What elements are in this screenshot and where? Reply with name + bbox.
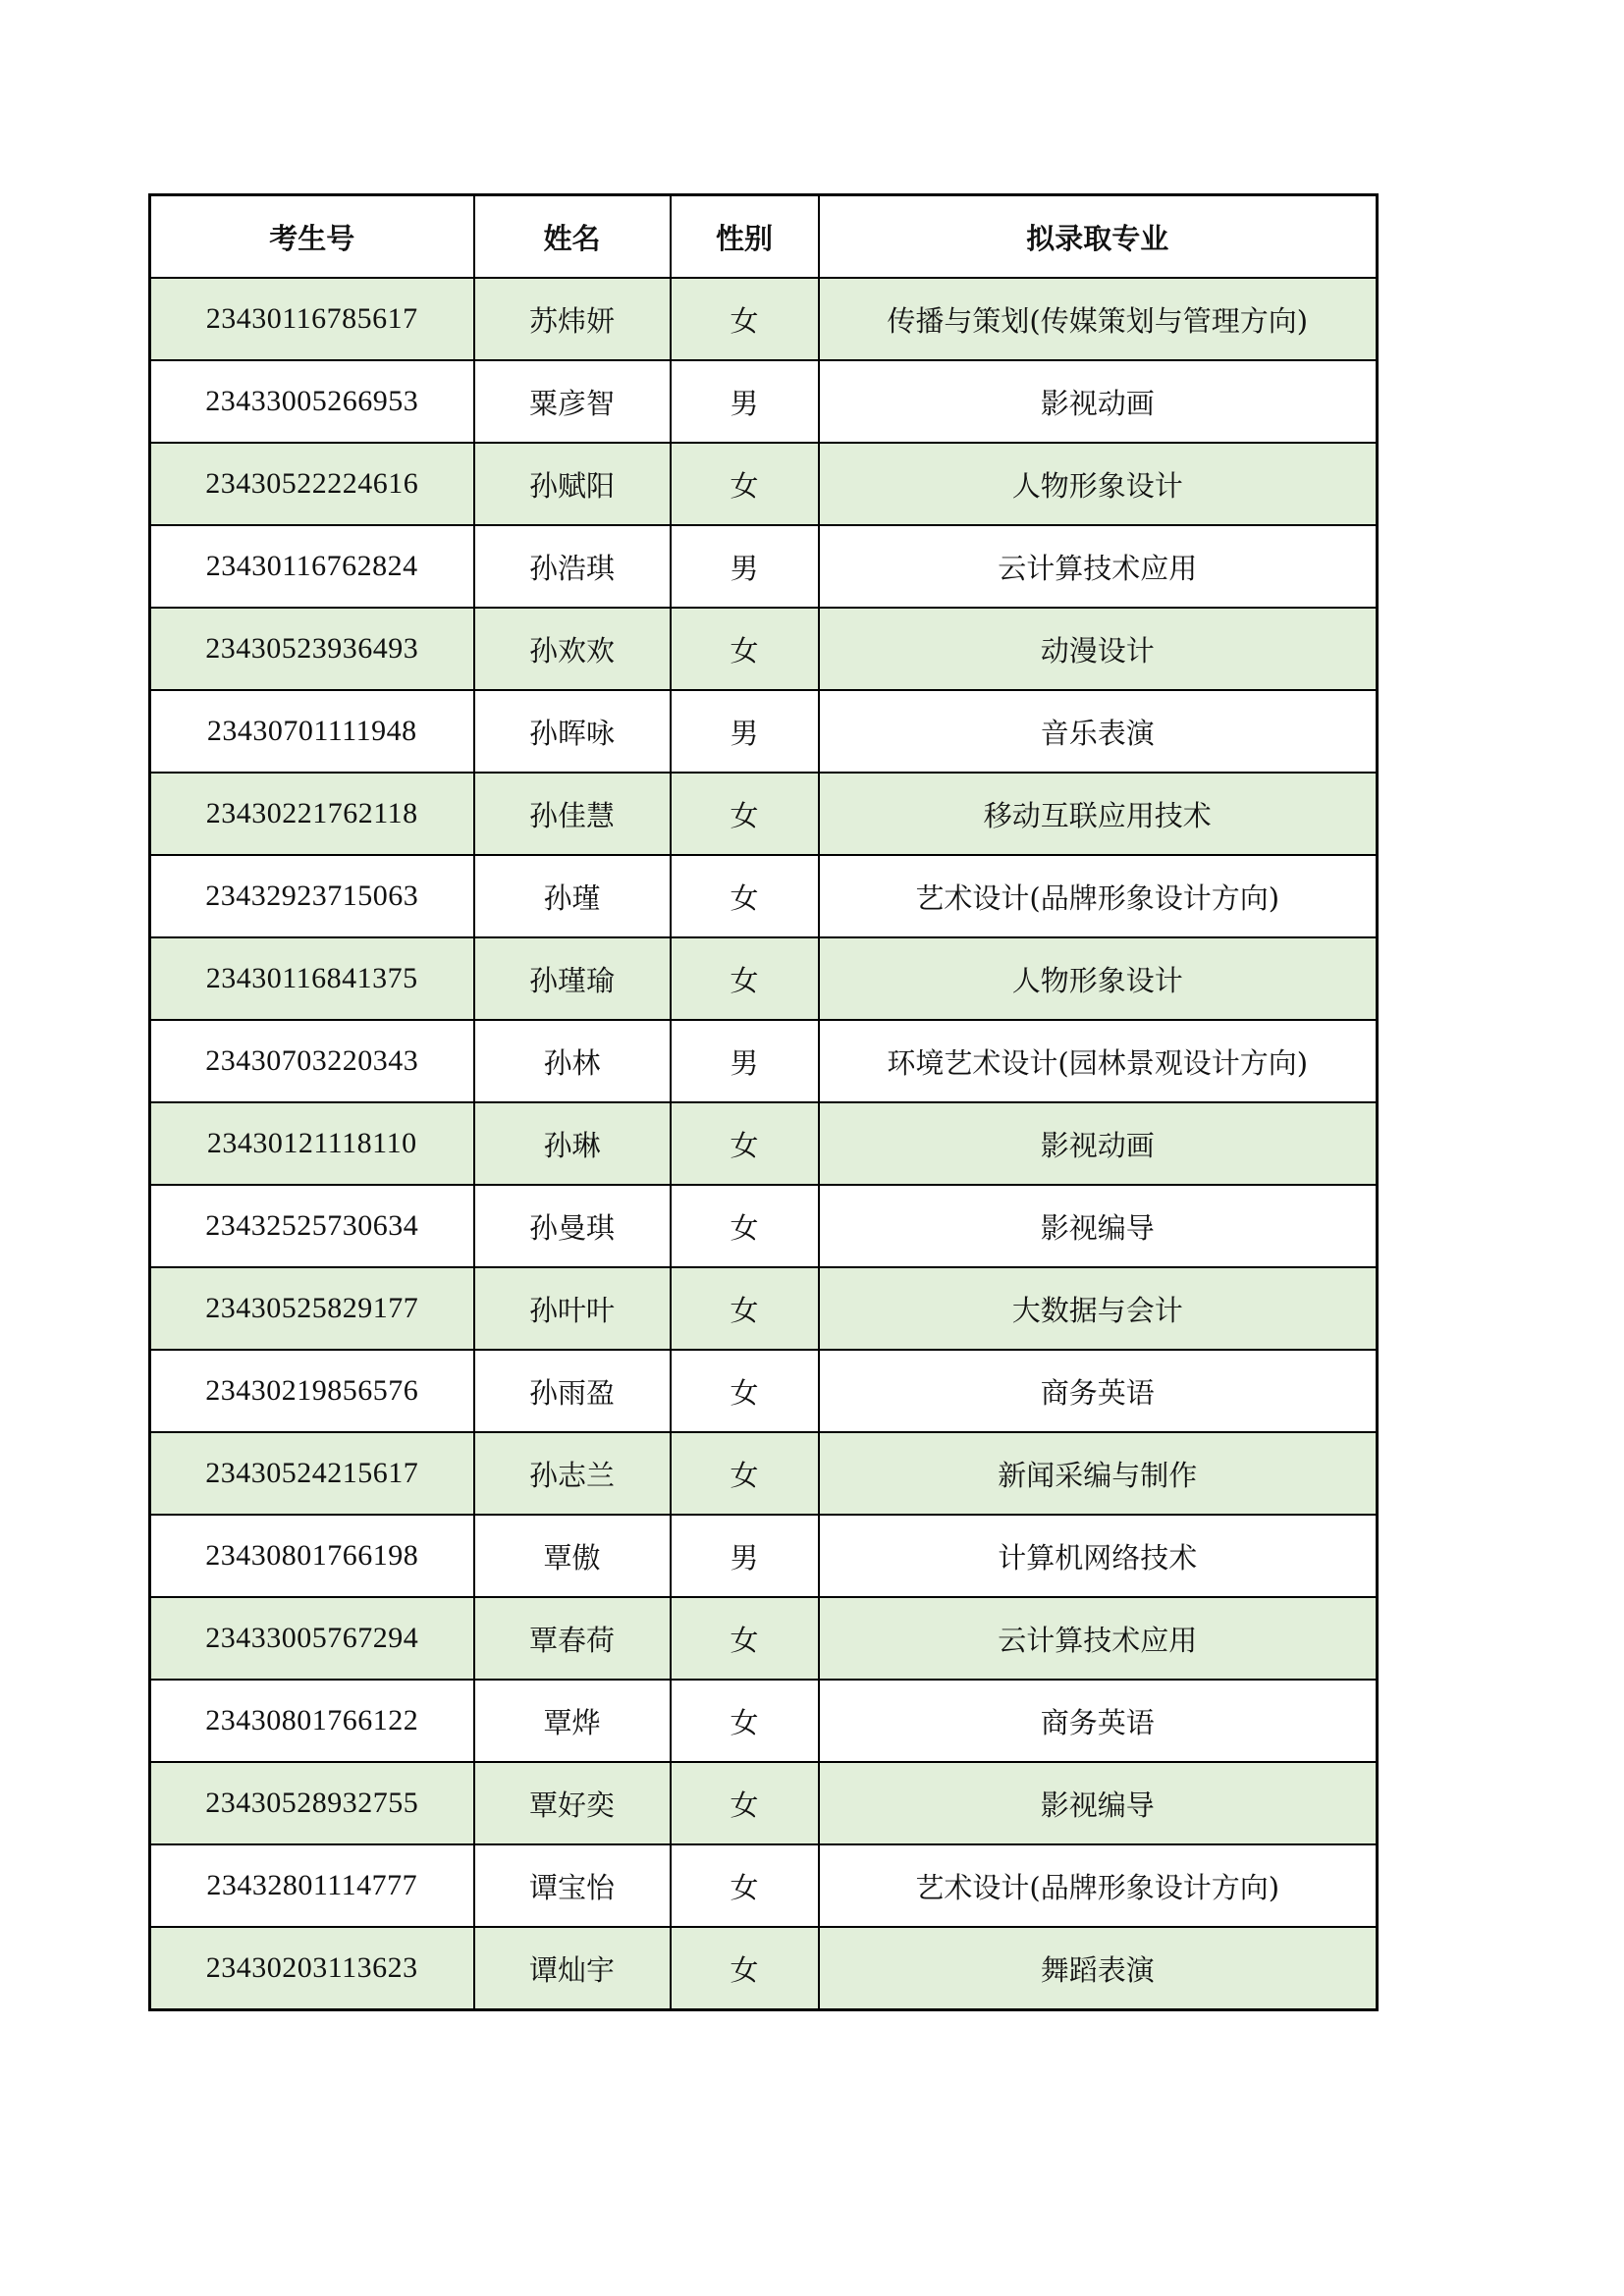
- table-row: [150, 1597, 1378, 1680]
- cell-major: 影视编导: [819, 1185, 1378, 1267]
- table-row: [150, 1350, 1378, 1432]
- cell-major: 云计算技术应用: [819, 1597, 1378, 1680]
- cell-exam-id: 23430116841375: [150, 937, 474, 1020]
- cell-gender: 女: [671, 1350, 819, 1432]
- cell-gender: 女: [671, 1927, 819, 2010]
- header-gender: 性别: [671, 195, 819, 279]
- cell-gender: 女: [671, 1185, 819, 1267]
- table-row: [150, 1844, 1378, 1927]
- table-row: [150, 855, 1378, 937]
- table-header-row: [150, 195, 1378, 279]
- cell-major: 大数据与会计: [819, 1267, 1378, 1350]
- cell-exam-id: 23430801766198: [150, 1515, 474, 1597]
- cell-name: 覃傲: [474, 1515, 671, 1597]
- header-exam-id: 考生号: [150, 195, 474, 279]
- cell-gender: 女: [671, 855, 819, 937]
- cell-gender: 女: [671, 1762, 819, 1844]
- cell-major: 云计算技术应用: [819, 525, 1378, 608]
- cell-name: 孙曼琪: [474, 1185, 671, 1267]
- table-row: [150, 360, 1378, 443]
- cell-gender: 女: [671, 937, 819, 1020]
- cell-major: 影视编导: [819, 1762, 1378, 1844]
- cell-gender: 女: [671, 443, 819, 525]
- cell-major: 影视动画: [819, 360, 1378, 443]
- table-row: [150, 1762, 1378, 1844]
- cell-exam-id: 23432525730634: [150, 1185, 474, 1267]
- cell-name: 孙琳: [474, 1102, 671, 1185]
- cell-major: 移动互联应用技术: [819, 773, 1378, 855]
- cell-gender: 男: [671, 525, 819, 608]
- cell-major: 商务英语: [819, 1680, 1378, 1762]
- header-major: 拟录取专业: [819, 195, 1378, 279]
- header-name: 姓名: [474, 195, 671, 279]
- cell-gender: 女: [671, 278, 819, 360]
- table-row: [150, 525, 1378, 608]
- table-row: [150, 690, 1378, 773]
- cell-exam-id: 23430522224616: [150, 443, 474, 525]
- table-row: [150, 1432, 1378, 1515]
- cell-exam-id: 23430703220343: [150, 1020, 474, 1102]
- cell-exam-id: 23430203113623: [150, 1927, 474, 2010]
- cell-gender: 女: [671, 1597, 819, 1680]
- cell-gender: 女: [671, 1844, 819, 1927]
- cell-name: 谭宝怡: [474, 1844, 671, 1927]
- cell-major: 影视动画: [819, 1102, 1378, 1185]
- cell-exam-id: 23432923715063: [150, 855, 474, 937]
- cell-exam-id: 23430801766122: [150, 1680, 474, 1762]
- cell-exam-id: 23433005767294: [150, 1597, 474, 1680]
- cell-exam-id: 23430221762118: [150, 773, 474, 855]
- cell-major: 传播与策划(传媒策划与管理方向): [819, 278, 1378, 360]
- cell-name: 覃烨: [474, 1680, 671, 1762]
- cell-major: 舞蹈表演: [819, 1927, 1378, 2010]
- cell-name: 孙浩琪: [474, 525, 671, 608]
- cell-exam-id: 23432801114777: [150, 1844, 474, 1927]
- cell-exam-id: 23430528932755: [150, 1762, 474, 1844]
- cell-name: 覃好奕: [474, 1762, 671, 1844]
- cell-exam-id: 23430701111948: [150, 690, 474, 773]
- cell-exam-id: 23430219856576: [150, 1350, 474, 1432]
- cell-major: 计算机网络技术: [819, 1515, 1378, 1597]
- cell-gender: 女: [671, 773, 819, 855]
- cell-name: 孙晖咏: [474, 690, 671, 773]
- cell-exam-id: 23430116762824: [150, 525, 474, 608]
- cell-name: 孙林: [474, 1020, 671, 1102]
- cell-major: 商务英语: [819, 1350, 1378, 1432]
- table-row: [150, 1102, 1378, 1185]
- table-row: [150, 1020, 1378, 1102]
- cell-major: 新闻采编与制作: [819, 1432, 1378, 1515]
- cell-major: 环境艺术设计(园林景观设计方向): [819, 1020, 1378, 1102]
- cell-gender: 男: [671, 360, 819, 443]
- table-row: [150, 1185, 1378, 1267]
- cell-major: 人物形象设计: [819, 937, 1378, 1020]
- cell-name: 覃春荷: [474, 1597, 671, 1680]
- cell-exam-id: 23433005266953: [150, 360, 474, 443]
- cell-gender: 女: [671, 1267, 819, 1350]
- cell-name: 谭灿宇: [474, 1927, 671, 2010]
- cell-name: 孙瑾: [474, 855, 671, 937]
- cell-major: 艺术设计(品牌形象设计方向): [819, 1844, 1378, 1927]
- cell-name: 粟彦智: [474, 360, 671, 443]
- cell-name: 孙瑾瑜: [474, 937, 671, 1020]
- cell-name: 孙佳慧: [474, 773, 671, 855]
- cell-major: 动漫设计: [819, 608, 1378, 690]
- cell-major: 艺术设计(品牌形象设计方向): [819, 855, 1378, 937]
- cell-gender: 男: [671, 690, 819, 773]
- cell-name: 孙欢欢: [474, 608, 671, 690]
- table-row: [150, 443, 1378, 525]
- table-row: [150, 1680, 1378, 1762]
- cell-exam-id: 23430121118110: [150, 1102, 474, 1185]
- cell-gender: 女: [671, 1680, 819, 1762]
- table-row: [150, 608, 1378, 690]
- cell-exam-id: 23430524215617: [150, 1432, 474, 1515]
- table-row: [150, 1927, 1378, 2010]
- cell-exam-id: 23430525829177: [150, 1267, 474, 1350]
- table-row: [150, 773, 1378, 855]
- cell-name: 孙雨盈: [474, 1350, 671, 1432]
- cell-exam-id: 23430116785617: [150, 278, 474, 360]
- cell-name: 孙志兰: [474, 1432, 671, 1515]
- cell-gender: 女: [671, 1432, 819, 1515]
- table-row: [150, 1267, 1378, 1350]
- admission-table: [148, 193, 1379, 2011]
- table-row: [150, 278, 1378, 360]
- cell-major: 人物形象设计: [819, 443, 1378, 525]
- cell-exam-id: 23430523936493: [150, 608, 474, 690]
- cell-gender: 女: [671, 608, 819, 690]
- table-row: [150, 1515, 1378, 1597]
- cell-name: 苏炜妍: [474, 278, 671, 360]
- cell-gender: 男: [671, 1020, 819, 1102]
- cell-major: 音乐表演: [819, 690, 1378, 773]
- cell-name: 孙赋阳: [474, 443, 671, 525]
- table-row: [150, 937, 1378, 1020]
- cell-gender: 男: [671, 1515, 819, 1597]
- cell-gender: 女: [671, 1102, 819, 1185]
- cell-name: 孙叶叶: [474, 1267, 671, 1350]
